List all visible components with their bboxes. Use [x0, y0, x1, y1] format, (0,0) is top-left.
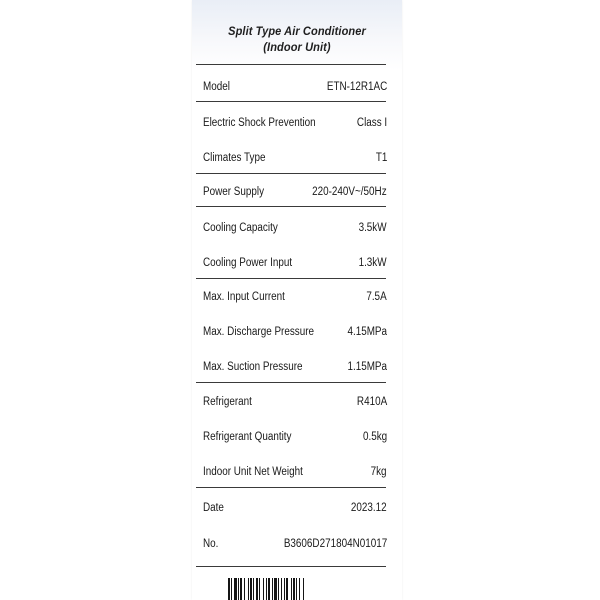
divider — [196, 206, 386, 207]
spec-key: Power Supply — [203, 186, 265, 198]
spec-row-cooling-capacity — [203, 220, 387, 236]
spec-value: 3.5kW — [358, 222, 387, 234]
spec-value: R410A — [356, 396, 387, 408]
spec-value: 1.3kW — [358, 257, 387, 269]
spec-value: 2023.12 — [351, 502, 387, 514]
spec-value: B3606D271804N01017 — [283, 538, 387, 550]
divider — [196, 278, 386, 279]
divider — [196, 566, 386, 567]
spec-row-max-input-current — [203, 289, 387, 305]
spec-row-max-suction-pressure — [203, 359, 387, 375]
spec-row-power-supply — [203, 184, 387, 200]
spec-row-electric-shock-prevention — [203, 115, 387, 131]
spec-key: Max. Input Current — [203, 291, 285, 303]
divider — [196, 487, 386, 488]
spec-key: Model — [203, 81, 230, 93]
spec-row-refrigerant — [203, 394, 387, 410]
divider — [196, 173, 386, 174]
label-subtitle: (Indoor Unit) — [263, 40, 331, 54]
divider — [196, 382, 386, 383]
spec-key: Date — [203, 502, 224, 514]
spec-value: Class I — [356, 117, 387, 129]
spec-key: Indoor Unit Net Weight — [203, 466, 303, 478]
spec-value: 0.5kg — [362, 431, 387, 443]
spec-row-date — [203, 500, 387, 516]
barcode-gap — [304, 578, 305, 600]
spec-value: 1.15MPa — [347, 361, 387, 373]
nameplate-label — [192, 0, 402, 600]
spec-key: Cooling Power Input — [203, 257, 293, 269]
spec-row-refrigerant-quantity — [203, 429, 387, 445]
spec-value: 4.15MPa — [347, 326, 387, 338]
spec-row-max-discharge-pressure — [203, 324, 387, 340]
spec-value: 7.5A — [366, 291, 387, 303]
spec-row-model — [203, 79, 387, 95]
spec-key: No. — [203, 538, 219, 550]
spec-key: Refrigerant — [203, 396, 252, 408]
spec-row-climates-type — [203, 150, 387, 166]
spec-value: ETN-12R1AC — [326, 81, 387, 93]
spec-key: Refrigerant Quantity — [203, 431, 292, 443]
spec-key: Cooling Capacity — [203, 222, 278, 234]
spec-value: T1 — [375, 152, 387, 164]
spec-key: Climates Type — [203, 152, 266, 164]
spec-row-serial-number — [203, 536, 387, 552]
spec-row-cooling-power-input — [203, 255, 387, 271]
label-title: Split Type Air Conditioner — [228, 24, 366, 38]
spec-key: Max. Discharge Pressure — [203, 326, 315, 338]
spec-row-indoor-unit-net-weight — [203, 464, 387, 480]
divider — [196, 64, 386, 65]
spec-value: 220-240V~/50Hz — [312, 186, 387, 198]
spec-key: Electric Shock Prevention — [203, 117, 316, 129]
spec-value: 7kg — [371, 466, 387, 478]
barcode — [228, 578, 364, 600]
spec-key: Max. Suction Pressure — [203, 361, 303, 373]
divider — [196, 101, 386, 102]
